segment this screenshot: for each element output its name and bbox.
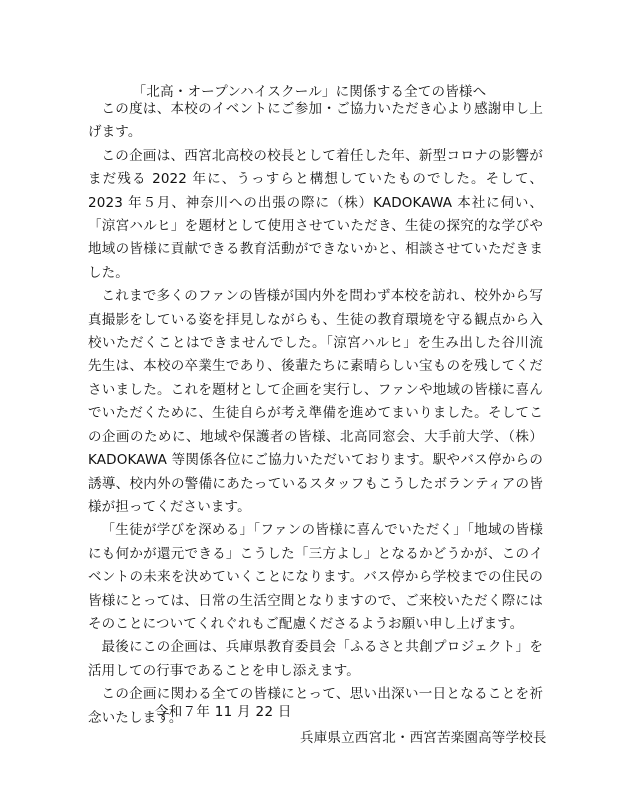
- paragraph-thanks: この度は、本校のイベントにご参加・ご協力いただき心より感謝申し上げます。: [88, 101, 543, 141]
- letter-signature: 兵庫県立西宮北・西宮苦楽園高等学校長: [300, 730, 547, 746]
- paragraph-three-way: 「生徒が学びを深める」「ファンの皆様に喜んでいただく」「地域の皆様にも何かが還元できる」こうした「三方よし」となるかどうかが、このイベントの未来を決めていくことになります。バス停から学校までの住民の皆様にとっては、日常の生活空間となりますので、ご来校いただく際にはそのことについてくれぐれもご配慮くださるようお願い申し上げます。: [88, 522, 543, 632]
- letter-title: 「北高・オープンハイスクール」に関係する全ての皆様へ: [132, 84, 487, 100]
- paragraph-fans: これまで多くのファンの皆様が国内外を問わず本校を訪れ、校外から写真撮影をしている姿を拝見しながらも、生徒の教育環境を守る観点から入校いただくことはできませんでした。「涼宮ハルヒ」を生み出した谷川流先生は、本校の卒業生であり、後輩たちに素晴らしい宝ものを残してくださいました。これを題材として企画を実行し、ファンや地域の皆様に喜んでいただくために、生徒自らが考え準備を進めてまいりました。そしてこの企画のために、地域や保護者の皆様、北高同窓会、大手前大学、（株）KADOKAWA 等関係各位にご協力いただいております。駅やバス停からの誘導、校内外の警備にあたっているスタッフもこうしたボランティアの皆様が担ってくださいます。: [88, 288, 543, 515]
- paragraph-project: 最後にこの企画は、兵庫県教育委員会「ふるさと共創プロジェクト」を活用しての行事であることを申し添えます。: [88, 639, 543, 679]
- paragraph-background: この企画は、西宮北高校の校長として着任した年、新型コロナの影響がまだ残る 2022 年に、うっすらと構想していたものでした。そして、2023 年５月、神奈川への出張の際に（株）KADOKAWA 本社に伺い、「涼宮ハルヒ」を題材として使用させていただき、生徒の探究的な学びや地域の皆様に貢献できる教育活動ができないかと、相談させていただきました。: [88, 147, 543, 281]
- letter-date: 令和７年 11 月 22 日: [155, 704, 292, 720]
- paragraph-closing: この企画に関わる全ての皆様にとって、思い出深い一日となることを祈念いたします。: [88, 686, 543, 726]
- letter-body: [88, 98, 543, 730]
